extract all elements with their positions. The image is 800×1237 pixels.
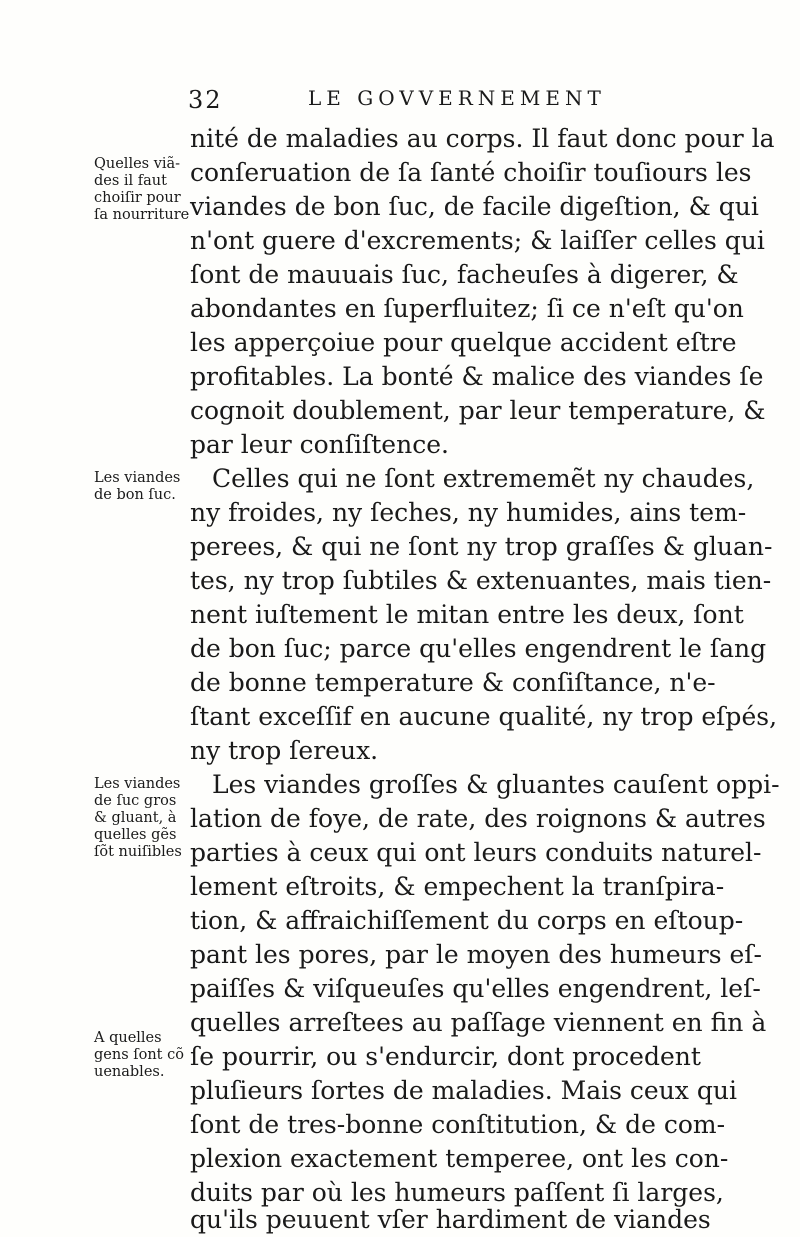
margin-note-line: Les viandes	[94, 776, 181, 792]
text-line: lation de foye, de rate, des roignons & autres	[190, 804, 766, 833]
margin-note	[94, 776, 194, 861]
text-line: ny froides, ny ſeches, ny humides, ains tem-	[190, 498, 747, 527]
margin-note-line: & gluant, à	[94, 810, 177, 826]
text-line: viandes de bon ſuc, de facile digeſtion, & qui	[190, 192, 759, 221]
running-head: LE GOVVERNEMENT	[308, 86, 606, 110]
text-line: nité de maladies au corps. Il faut donc pour la	[190, 124, 775, 153]
margin-note-line: de ſuc gros	[94, 793, 177, 809]
page-number: 32	[188, 86, 223, 114]
text-line: abondantes en ſuperfluitez; ſi ce n'eſt qu'on	[190, 294, 744, 323]
margin-note-line: des il faut	[94, 173, 167, 189]
text-line: de bonne temperature & conſiſtance, n'e-	[190, 668, 716, 697]
margin-note	[94, 470, 194, 504]
text-line: ſe pourrir, ou s'endurcir, dont procedent	[190, 1042, 701, 1071]
margin-note-line: gens ſont cõ	[94, 1047, 184, 1063]
margin-note-line: Les viandes	[94, 470, 181, 486]
text-line: quelles arreſtees au paſſage viennent en fin à	[190, 1008, 767, 1037]
margin-note-line: quelles gẽs	[94, 827, 177, 843]
margin-note	[94, 156, 194, 224]
text-line: perees, & qui ne ſont ny trop graſſes & gluan-	[190, 532, 773, 561]
margin-note-line: Quelles viã-	[94, 156, 181, 172]
text-line: plexion exactement temperee, ont les con-	[190, 1144, 729, 1173]
text-line: n'ont guere d'excrements; & laiſſer celles qui	[190, 226, 765, 255]
margin-note-line: choiſir pour	[94, 190, 181, 206]
text-line: nent iuſtement le mitan entre les deux, ſont	[190, 600, 744, 629]
text-line: profitables. La bonté & malice des viandes ſe	[190, 362, 764, 391]
text-line: pant les pores, par le moyen des humeurs eſ-	[190, 940, 762, 969]
text-line: qu'ils peuuent vſer hardiment de viandes	[190, 1205, 711, 1234]
text-line: de bon ſuc; parce qu'elles engendrent le ſang	[190, 634, 767, 663]
margin-note-line: A quelles	[94, 1030, 162, 1046]
text-line: ſtant exceſſif en aucune qualité, ny trop eſpés,	[190, 702, 778, 731]
text-line: ſont de mauuais ſuc, facheuſes à digerer, &	[190, 260, 739, 289]
text-line: parties à ceux qui ont leurs conduits naturel-	[190, 838, 762, 867]
text-line: ny trop ſereux.	[190, 736, 379, 765]
margin-note-line: ſa nourriture	[94, 207, 190, 223]
text-line: par leur conſiſtence.	[190, 430, 449, 459]
margin-note-line: de bon ſuc.	[94, 487, 176, 503]
text-line: les apperçoiue pour quelque accident eſtre	[190, 328, 737, 357]
text-line: pluſieurs ſortes de maladies. Mais ceux qui	[190, 1076, 737, 1105]
text-line: lement eſtroits, & empechent la tranſpira-	[190, 872, 725, 901]
text-line: duits par où les humeurs paſſent ſi larges,	[190, 1178, 724, 1207]
text-line: conſeruation de ſa ſanté choiſir touſiours les	[190, 158, 752, 187]
text-line: Celles qui ne ſont extrememẽt ny chaudes,	[212, 464, 755, 493]
text-line: cognoit doublement, par leur temperature, &	[190, 396, 766, 425]
margin-note-line: uenables.	[94, 1064, 165, 1080]
text-line: tion, & affraichiſſement du corps en eſtoup-	[190, 906, 744, 935]
text-line: paiſſes & viſqueuſes qu'elles engendrent, leſ-	[190, 974, 761, 1003]
text-line: tes, ny trop ſubtiles & extenuantes, mais tien-	[190, 566, 772, 595]
text-line: ſont de tres-bonne conſtitution, & de com-	[190, 1110, 726, 1139]
margin-note-line: ſõt nuiſibles	[94, 844, 182, 860]
margin-note	[94, 1030, 194, 1081]
text-line: Les viandes groſſes & gluantes cauſent oppi-	[212, 770, 780, 799]
